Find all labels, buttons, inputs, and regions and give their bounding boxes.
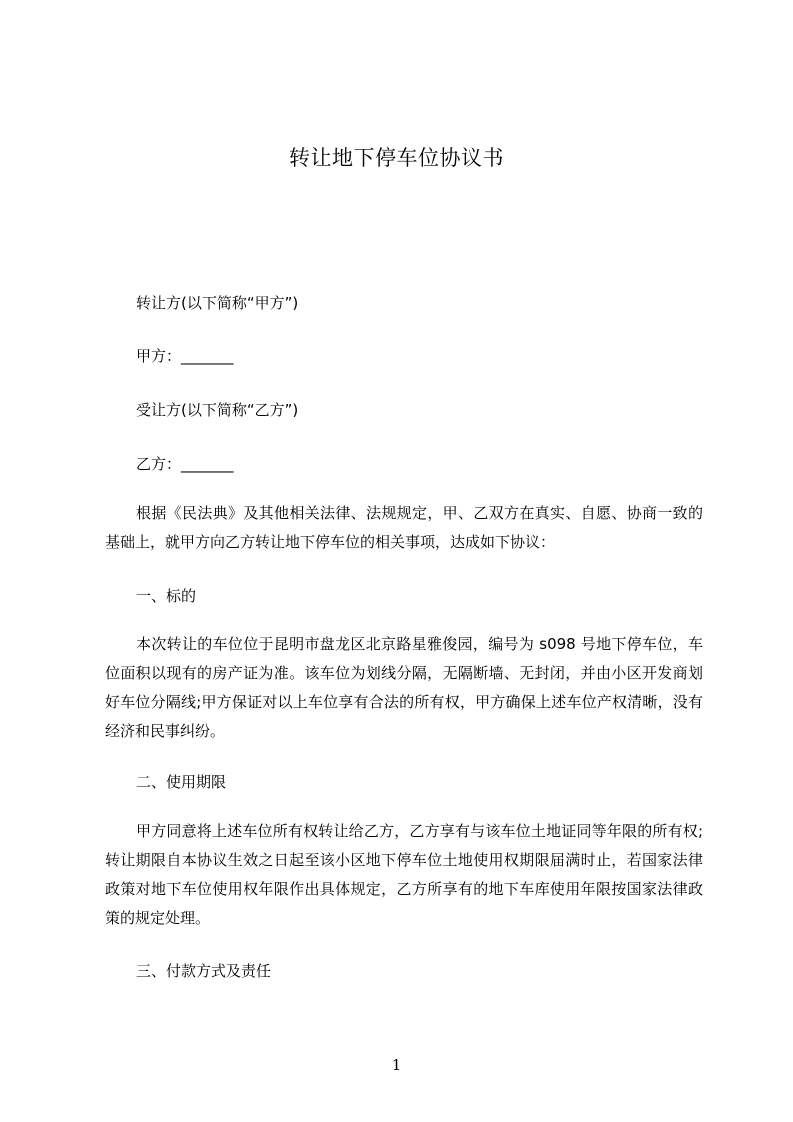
preamble-paragraph: 根据《民法典》及其他相关法律、法规规定，甲、乙双方在真实、自愿、协商一致的基础上，就甲方向乙方转让地下停车位的相关事项，达成如下协议： (105, 504, 703, 551)
section-body-subject: 本次转让的车位位于昆明市盘龙区北京路星雅俊园，编号为 s098 号地下停车位，车位面积以现有的房产证为准。该车位为划线分隔，无隔断墙、无封闭，并由小区开发商划好车位分隔线;甲方保证对以上车位享有合法的所有权，甲方确保上述车位产权清晰，没有经济和民事纠纷。 (105, 635, 703, 740)
party-b-intro: 受让方(以下简称“乙方”) (136, 401, 299, 419)
party-a-intro: 转让方(以下简称“甲方”) (136, 294, 299, 312)
section-heading-term: 二、使用期限 (136, 773, 227, 791)
document-title: 转让地下停车位协议书 (289, 146, 504, 170)
section-body-term: 甲方同意将上述车位所有权转让给乙方，乙方享有与该车位土地证同等年限的所有权;转让期限自本协议生效之日起至该小区地下停车位土地使用权期限届满时止，若国家法律政策对地下车位使用权年限作出具体规定，乙方所享有的地下车库使用年限按国家法律政策的规定处理。 (105, 822, 703, 927)
party-a-field: 甲方：_______ (136, 347, 234, 365)
section-heading-payment: 三、付款方式及责任 (136, 962, 272, 980)
party-b-field: 乙方：_______ (136, 455, 234, 473)
section-heading-subject: 一、标的 (136, 587, 197, 605)
page-number: 1 (391, 1056, 402, 1074)
